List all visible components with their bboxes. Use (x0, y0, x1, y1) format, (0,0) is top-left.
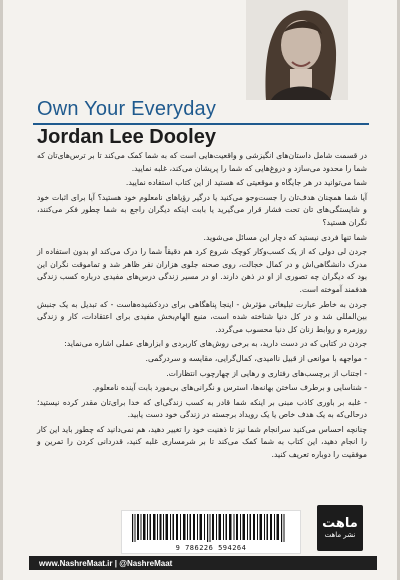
description-paragraph: چنانچه احساس می‌کنید سرانجام شما نیز تا ذهنیت خود را تغییر دهید، هم نمی‌دانید که چطور باید این کار را انجام دهید، این کتاب به شما کمک می‌کند تا بر شرمساری غلبه کنید، قدردانی کردن را تمرین و موفقیت را دوباره تعریف کنید. (37, 424, 367, 460)
author-portrait-image (246, 0, 348, 100)
author-photo (246, 0, 348, 100)
description-paragraph: شما تنها فردی نیستید که دچار این مسائل می‌شوید. (203, 232, 367, 242)
bullet-item: - مواجهه با موانعی از قبیل ناامیدی، کمال‌گرایی، مقایسه و سردرگمی. (145, 353, 367, 363)
book-description (37, 150, 367, 464)
description-paragraph: جردن به خاطر عبارت تبلیغاتی مؤثرش - اینجا پناهگاهی برای دردکشیده‌هاست - که تبدیل به یک جنبش بین‌المللی شد و در کل دنیا شناخته شده است، منبع الهام‌بخش مفیدی برای اعتقادات، کار و زندگی روزمره و روابط زنان کل دنیا محسوب می‌گردد. (37, 299, 367, 334)
bullet-item: - اجتناب از برچسب‌های رفتاری و رهایی از چهارچوب انتظارات. (166, 368, 367, 378)
description-paragraph: آیا شما همچنان هدف‌تان را جست‌وجو می‌کنید یا درگیر رؤیاهای نامعلوم خود هستید؟ آیا برای اثبات خود و شایستگی‌های تان تحت فشار قرار می‌گیرید یا بابت اینکه دیگران راجع به شما چطور فکر می‌کنند، نگران هستید؟ (37, 192, 367, 227)
publisher-logo-text: نشر ماهت (324, 531, 356, 539)
author-name-english: Jordan Lee Dooley (37, 126, 216, 148)
title-divider (33, 123, 369, 125)
isbn-number: 9 786226 594264 (175, 544, 247, 552)
bullet-item: - غلبه بر باوری کاذب مبنی بر اینکه شما قادر به کسب زندگی‌ای که خدا برای‌تان مقدر کرده نیستید؛ درحالی‌که به یک هدف خاص یا یک رویداد برجسته در زندگی خود دست یابید. (37, 397, 367, 420)
publisher-footer (29, 556, 377, 570)
publisher-website-and-handle: www.NashreMaat.ir | @NashreMaat (39, 558, 173, 568)
barcode-bars (122, 511, 300, 543)
isbn-barcode (121, 510, 301, 554)
bullet-item: - شناسایی و برطرف ساختن بهانه‌ها، استرس و نگرانی‌های بی‌مورد بابت آینده نامعلوم. (92, 383, 367, 393)
publisher-logo (317, 505, 363, 551)
publisher-logo-mark: ماهت (322, 516, 358, 531)
book-title-english: Own Your Everyday (37, 98, 217, 120)
description-paragraph: شما می‌توانید در هر جایگاه و موقعیتی که هستید از این کتاب استفاده نمایید. (125, 178, 367, 188)
description-paragraph: جردن در کتابی که در دست دارید، به برخی روش‌های کاربردی و ابزارهای عملی اشاره می‌نماید: (64, 339, 367, 349)
description-paragraph: در قسمت شامل داستان‌های انگیزشی و واقعیت‌هایی است که به شما کمک می‌کند تا بر ترس‌های‌تان که شما را محدود می‌سازد و دروغ‌هایی که شما را پریشان می‌کند، غلبه نمایید. (37, 151, 367, 173)
description-paragraph: جردن لی دولی که از یک کسب‌وکار کوچک شروع کرد هم دقیقاً شما را درک می‌کند او بدون استفاده از مدرک دانشگاهی‌اش و در کمال خجالت، روی صحنه جلوی هزاران نفر ظاهر شد و تماموقت نگران این بود که دیگران چه تصوری از او در ذهن دارند. او در مسیر زندگی درس‌های مفیدی درباره کسب زندگی هدفمند آموخته است. (37, 247, 367, 294)
